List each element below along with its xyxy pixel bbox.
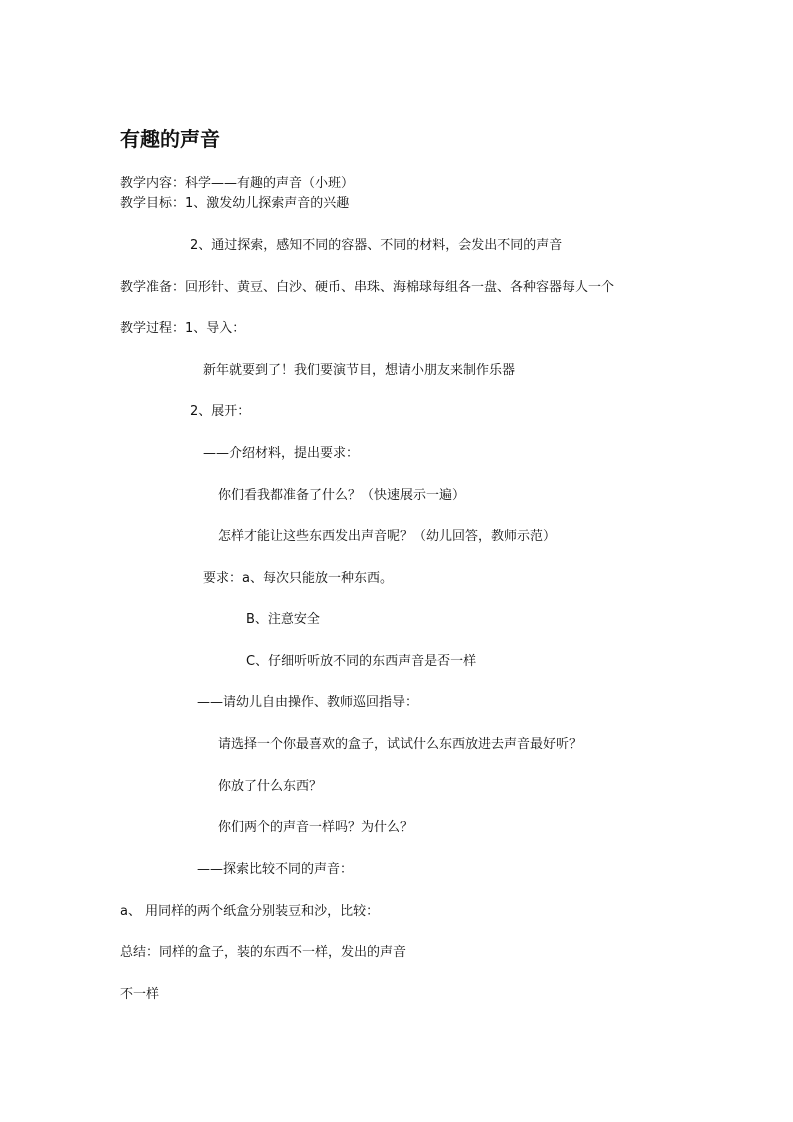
explore-heading-line: ——探索比较不同的声音： [197, 862, 354, 877]
summary-continuation-line: 不一样 [120, 987, 160, 1002]
teaching-goal-2-line: 2、通过探索，感知不同的容器、不同的材料，会发出不同的声音 [190, 238, 563, 253]
summary-line: 总结：同样的盒子，装的东西不一样，发出的声音 [120, 945, 407, 960]
expand-heading-line: 2、展开： [190, 404, 251, 419]
document-title: 有趣的声音 [120, 127, 220, 151]
compare-step-line: a、 用同样的两个纸盒分别装豆和沙，比较： [120, 904, 380, 919]
question-what-line: 你放了什么东西？ [218, 779, 323, 794]
teaching-prep-line: 教学准备：回形针、黄豆、白沙、硬币、串珠、海棉球每组各一盘、各种容器每人一个 [120, 280, 615, 295]
requirement-c-line: C、仔细听听放不同的东西声音是否一样 [246, 654, 477, 669]
question-same-line: 你们两个的声音一样吗？为什么？ [218, 820, 414, 835]
teaching-process-line: 教学过程：1、导入： [120, 321, 246, 336]
question-sound-line: 怎样才能让这些东西发出声音呢？（幼儿回答，教师示范） [218, 529, 557, 544]
teaching-content-line: 教学内容：科学——有趣的声音（小班） [120, 176, 355, 191]
requirement-b-line: B、注意安全 [246, 612, 320, 627]
teaching-goal-line: 教学目标：1、激发幼儿探索声音的兴趣 [120, 196, 350, 211]
intro-text-line: 新年就要到了！我们要演节目，想请小朋友来制作乐器 [203, 363, 516, 378]
materials-heading-line: ——介绍材料，提出要求： [203, 446, 360, 461]
question-prepared-line: 你们看我都准备了什么？（快速展示一遍） [218, 488, 466, 503]
requirement-a-line: 要求：a、每次只能放一种东西。 [203, 571, 393, 586]
free-operation-heading-line: ——请幼儿自由操作、教师巡回指导： [197, 695, 419, 710]
question-box-line: 请选择一个你最喜欢的盒子，试试什么东西放进去声音最好听？ [218, 737, 583, 752]
